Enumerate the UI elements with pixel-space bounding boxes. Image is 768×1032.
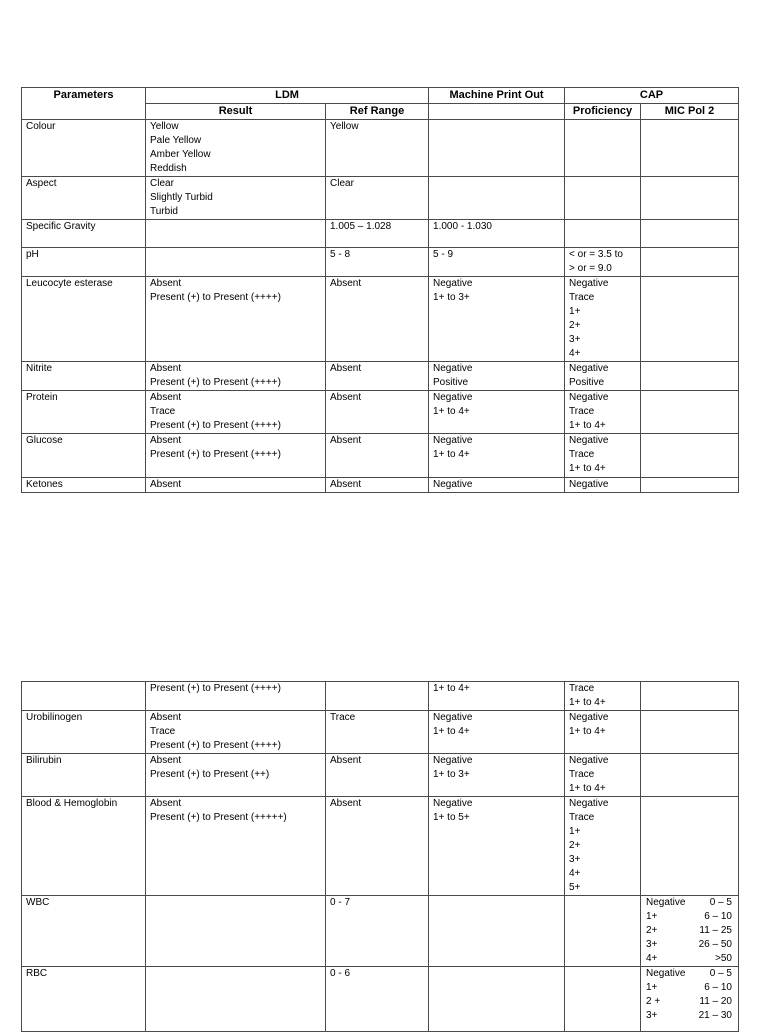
cell-line: Negative xyxy=(569,479,609,490)
cell-line: Present (+) to Present (++++) xyxy=(150,449,281,460)
cell-machine xyxy=(429,682,565,711)
cell-machine xyxy=(429,754,565,797)
cell-prof xyxy=(565,120,641,177)
cell-mic xyxy=(641,220,739,248)
cell-line: Reddish xyxy=(150,163,187,174)
cell-line: Positive xyxy=(433,377,469,388)
cell-line: Negative xyxy=(569,363,609,374)
cell-prof xyxy=(565,391,641,434)
cell-line: 4+ xyxy=(569,868,581,879)
cell-ref xyxy=(326,967,429,1032)
cell-line: Amber Yellow xyxy=(150,149,211,160)
grade-label: 2+ xyxy=(646,925,658,936)
cell-line: Negative xyxy=(569,392,609,403)
table-row xyxy=(22,754,739,797)
table-row xyxy=(22,177,739,220)
cell-result xyxy=(146,797,326,896)
grade-label: 1+ xyxy=(646,982,658,993)
cell-ref xyxy=(326,434,429,478)
parameter-name: Aspect xyxy=(26,178,57,189)
cell-line: Present (+) to Present (++) xyxy=(150,769,270,780)
cell-line: Present (+) to Present (++++) xyxy=(150,420,281,431)
cell-result xyxy=(146,248,326,277)
cell-line: Yellow xyxy=(150,121,179,132)
table-row xyxy=(22,120,739,177)
cell-ref xyxy=(326,248,429,277)
cell-result xyxy=(146,711,326,754)
cell-prof xyxy=(565,682,641,711)
cell-mic xyxy=(641,177,739,220)
cell-line: Absent xyxy=(150,798,182,809)
grade-range: 6 – 10 xyxy=(704,982,732,993)
cell-param xyxy=(22,362,146,391)
grade-label: 1+ xyxy=(646,911,658,922)
cell-machine xyxy=(429,967,565,1032)
cell-prof xyxy=(565,896,641,967)
header-machine-print-out: Machine Print Out xyxy=(429,88,565,104)
cell-prof xyxy=(565,248,641,277)
cell-result xyxy=(146,967,326,1032)
cell-mic xyxy=(641,797,739,896)
cell-line: Negative xyxy=(569,435,609,446)
urinalysis-table-part-1 xyxy=(21,87,739,493)
cell-ref xyxy=(326,896,429,967)
grade-range: >50 xyxy=(715,953,732,964)
cell-prof xyxy=(565,277,641,362)
cell-line: Slightly Turbid xyxy=(150,192,213,203)
cell-line: 5 - 9 xyxy=(433,249,454,260)
cell-line: Negative xyxy=(433,278,473,289)
cell-line: 2+ xyxy=(569,320,581,331)
cell-param xyxy=(22,177,146,220)
cell-line: 1+ to 4+ xyxy=(433,683,470,694)
cell-line: Trace xyxy=(150,406,176,417)
table-row xyxy=(22,362,739,391)
cell-line: Absent xyxy=(150,755,182,766)
cell-line: Present (+) to Present (++++) xyxy=(150,740,281,751)
cell-result xyxy=(146,896,326,967)
cell-line: 0 - 6 xyxy=(330,968,351,979)
cell-ref xyxy=(326,682,429,711)
urinalysis-table-part-2 xyxy=(21,681,739,1032)
cell-prof xyxy=(565,177,641,220)
cell-line: Trace xyxy=(569,683,595,694)
cell-mic xyxy=(641,434,739,478)
parameter-name: Colour xyxy=(26,121,56,132)
cell-ref xyxy=(326,120,429,177)
table-row xyxy=(22,896,739,967)
cell-line: Absent xyxy=(330,755,362,766)
cell-line: 1+ to 3+ xyxy=(433,769,470,780)
grade-range: 11 – 20 xyxy=(699,996,732,1007)
cell-result xyxy=(146,120,326,177)
table-row xyxy=(22,248,739,277)
cell-line: Negative xyxy=(433,798,473,809)
header-result: Result xyxy=(146,104,326,120)
cell-param xyxy=(22,682,146,711)
cell-line: 2+ xyxy=(569,840,581,851)
cell-line: Absent xyxy=(150,278,182,289)
grade-range: 0 – 5 xyxy=(709,897,732,908)
cell-ref xyxy=(326,220,429,248)
cell-line: Clear xyxy=(330,178,354,189)
cell-param xyxy=(22,248,146,277)
table-row xyxy=(22,682,739,711)
cell-machine xyxy=(429,478,565,493)
cell-result xyxy=(146,177,326,220)
cell-line: 1.005 – 1.028 xyxy=(330,221,392,232)
grade-range: 26 – 50 xyxy=(698,939,732,950)
parameter-name: Nitrite xyxy=(26,363,53,374)
cell-mic xyxy=(641,754,739,797)
cell-line: Negative xyxy=(569,278,609,289)
cell-line: 0 - 7 xyxy=(330,897,351,908)
cell-line: 3+ xyxy=(569,334,581,345)
header-proficiency: Proficiency xyxy=(565,104,641,120)
table-row xyxy=(22,391,739,434)
grade-scale xyxy=(646,967,734,1023)
cell-ref xyxy=(326,277,429,362)
cell-line: 4+ xyxy=(569,348,581,359)
header-ref-range: Ref Range xyxy=(326,104,429,120)
cell-line: Positive xyxy=(569,377,605,388)
cell-line: Negative xyxy=(569,798,609,809)
cell-machine xyxy=(429,120,565,177)
cell-mic xyxy=(641,120,739,177)
cell-prof xyxy=(565,967,641,1032)
cell-line: 1+ to 4+ xyxy=(433,449,470,460)
cell-prof xyxy=(565,478,641,493)
cell-line: < or = 3.5 to xyxy=(569,249,623,260)
cell-line: Negative xyxy=(433,363,473,374)
cell-result xyxy=(146,434,326,478)
cell-mic xyxy=(641,478,739,493)
cell-ref xyxy=(326,711,429,754)
cell-prof xyxy=(565,711,641,754)
grade-range: 11 – 25 xyxy=(699,925,732,936)
cell-line: Trace xyxy=(569,769,595,780)
cell-mic xyxy=(641,391,739,434)
cell-result xyxy=(146,478,326,493)
table-row xyxy=(22,277,739,362)
cell-machine xyxy=(429,362,565,391)
cell-line: 1+ to 5+ xyxy=(433,812,470,823)
grade-label: 4+ xyxy=(646,953,658,964)
cell-prof xyxy=(565,754,641,797)
cell-prof xyxy=(565,220,641,248)
parameter-name: RBC xyxy=(26,968,48,979)
cell-line: Trace xyxy=(150,726,176,737)
cell-line: Absent xyxy=(330,278,362,289)
cell-line: Negative xyxy=(433,712,473,723)
cell-ref xyxy=(326,478,429,493)
cell-line: 1+ to 4+ xyxy=(569,463,606,474)
cell-param xyxy=(22,434,146,478)
cell-param xyxy=(22,478,146,493)
parameter-name: WBC xyxy=(26,897,50,908)
cell-machine xyxy=(429,277,565,362)
cell-ref xyxy=(326,797,429,896)
cell-line: Present (+) to Present (+++++) xyxy=(150,812,287,823)
cell-line: Present (+) to Present (++++) xyxy=(150,292,281,303)
cell-ref xyxy=(326,754,429,797)
table-row xyxy=(22,220,739,248)
table-row xyxy=(22,797,739,896)
cell-mic xyxy=(641,967,739,1032)
parameter-name: Ketones xyxy=(26,479,63,490)
cell-mic xyxy=(641,248,739,277)
cell-line: Clear xyxy=(150,178,174,189)
cell-line: Absent xyxy=(150,435,182,446)
cell-line: 1+ to 3+ xyxy=(433,292,470,303)
cell-line: 5+ xyxy=(569,882,581,893)
cell-param xyxy=(22,896,146,967)
cell-result xyxy=(146,220,326,248)
parameter-name: Urobilinogen xyxy=(26,712,83,723)
parameter-name: Blood & Hemoglobin xyxy=(26,798,118,809)
grade-range: 6 – 10 xyxy=(704,911,732,922)
cell-line: > or = 9.0 xyxy=(569,263,612,274)
cell-line: Pale Yellow xyxy=(150,135,202,146)
cell-line: 1+ to 4+ xyxy=(569,783,606,794)
parameter-name: Protein xyxy=(26,392,58,403)
cell-param xyxy=(22,391,146,434)
cell-line: 5 - 8 xyxy=(330,249,351,260)
cell-mic xyxy=(641,277,739,362)
cell-machine xyxy=(429,391,565,434)
grade-range: 21 – 30 xyxy=(698,1010,732,1021)
cell-result xyxy=(146,362,326,391)
cell-param xyxy=(22,754,146,797)
cell-line: 1+ to 4+ xyxy=(569,726,606,737)
cell-line: Trace xyxy=(569,406,595,417)
grade-label: 2 + xyxy=(646,996,661,1007)
cell-param xyxy=(22,220,146,248)
cell-line: 1.000 - 1.030 xyxy=(433,221,492,232)
cell-line: 1+ to 4+ xyxy=(569,697,606,708)
cell-machine xyxy=(429,896,565,967)
cell-result xyxy=(146,277,326,362)
cell-param xyxy=(22,277,146,362)
cell-line: Negative xyxy=(433,479,473,490)
cell-line: Turbid xyxy=(150,206,178,217)
grade-label: 3+ xyxy=(646,939,658,950)
parameter-name: Leucocyte esterase xyxy=(26,278,113,289)
cell-line: Absent xyxy=(150,392,182,403)
cell-line: Present (+) to Present (++++) xyxy=(150,377,281,388)
cell-line: Negative xyxy=(569,712,609,723)
cell-machine xyxy=(429,797,565,896)
grade-label: 3+ xyxy=(646,1010,658,1021)
cell-param xyxy=(22,967,146,1032)
cell-line: Absent xyxy=(150,363,182,374)
cell-result xyxy=(146,682,326,711)
header-cap: CAP xyxy=(565,88,739,104)
cell-line: Yellow xyxy=(330,121,359,132)
cell-param xyxy=(22,797,146,896)
cell-mic xyxy=(641,711,739,754)
cell-line: Trace xyxy=(569,449,595,460)
table-row xyxy=(22,478,739,493)
cell-prof xyxy=(565,797,641,896)
cell-line: Absent xyxy=(330,363,362,374)
table-row xyxy=(22,434,739,478)
cell-prof xyxy=(565,434,641,478)
cell-machine xyxy=(429,177,565,220)
table-row xyxy=(22,711,739,754)
cell-line: Present (+) to Present (++++) xyxy=(150,683,281,694)
cell-line: Absent xyxy=(330,479,362,490)
cell-ref xyxy=(326,177,429,220)
cell-ref xyxy=(326,362,429,391)
cell-line: Trace xyxy=(569,812,595,823)
cell-line: Absent xyxy=(330,392,362,403)
cell-line: 1+ xyxy=(569,306,581,317)
cell-line: Absent xyxy=(150,712,182,723)
cell-line: Absent xyxy=(330,435,362,446)
grade-scale xyxy=(646,896,734,966)
cell-mic xyxy=(641,682,739,711)
cell-ref xyxy=(326,391,429,434)
cell-machine xyxy=(429,711,565,754)
cell-line: Negative xyxy=(433,435,473,446)
cell-line: 1+ xyxy=(569,826,581,837)
cell-line: 3+ xyxy=(569,854,581,865)
table-row xyxy=(22,967,739,1032)
cell-machine xyxy=(429,248,565,277)
parameter-name: Glucose xyxy=(26,435,63,446)
grade-label: Negative xyxy=(646,897,686,908)
parameter-name: pH xyxy=(26,249,39,260)
cell-line: Absent xyxy=(150,479,182,490)
grade-range: 0 – 5 xyxy=(709,968,732,979)
grade-label: Negative xyxy=(646,968,686,979)
cell-result xyxy=(146,754,326,797)
cell-machine xyxy=(429,434,565,478)
cell-line: Negative xyxy=(569,755,609,766)
cell-line: Trace xyxy=(330,712,356,723)
cell-line: Negative xyxy=(433,755,473,766)
cell-line: 1+ to 4+ xyxy=(433,406,470,417)
cell-line: 1+ to 4+ xyxy=(433,726,470,737)
header-ldm: LDM xyxy=(146,88,429,104)
cell-line: Negative xyxy=(433,392,473,403)
header-mic-pol2: MIC Pol 2 xyxy=(641,104,739,120)
parameter-name: Specific Gravity xyxy=(26,221,96,232)
parameter-name: Bilirubin xyxy=(26,755,62,766)
cell-line: Absent xyxy=(330,798,362,809)
cell-param xyxy=(22,711,146,754)
cell-mic xyxy=(641,362,739,391)
cell-result xyxy=(146,391,326,434)
header-parameters: Parameters xyxy=(22,88,146,120)
header-machine-blank xyxy=(429,104,565,120)
cell-param xyxy=(22,120,146,177)
cell-machine xyxy=(429,220,565,248)
cell-line: Trace xyxy=(569,292,595,303)
cell-prof xyxy=(565,362,641,391)
cell-line: 1+ to 4+ xyxy=(569,420,606,431)
cell-mic xyxy=(641,896,739,967)
